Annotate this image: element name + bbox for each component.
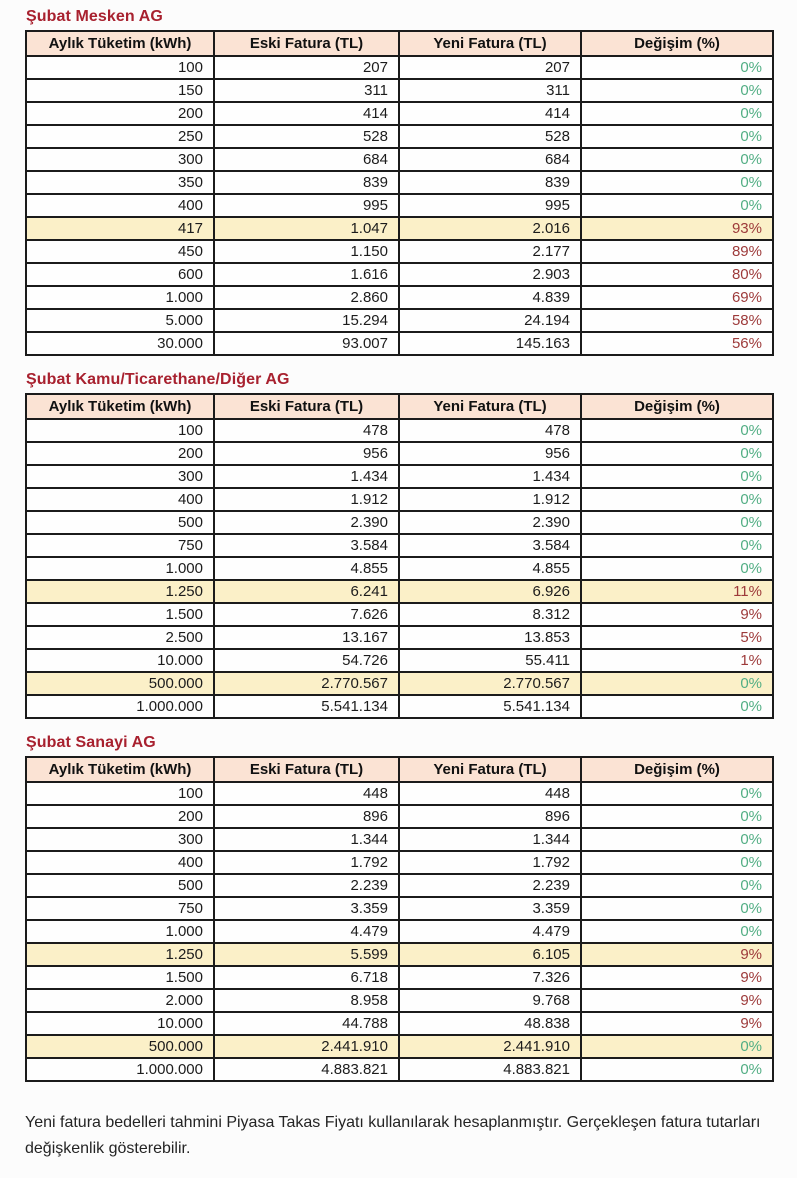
change-cell: 0% [581, 828, 773, 851]
new-bill-cell: 4.855 [399, 557, 581, 580]
change-cell: 0% [581, 488, 773, 511]
consumption-cell: 500 [26, 511, 214, 534]
table-row [26, 557, 773, 580]
consumption-cell: 400 [26, 194, 214, 217]
col-header-change: Değişim (%) [581, 757, 773, 782]
table-title-kamu-ticarethane-diger: Şubat Kamu/Ticarethane/Diğer AG [26, 371, 290, 388]
old-bill-cell: 54.726 [214, 649, 399, 672]
table-title-mesken: Şubat Mesken AG [26, 8, 163, 25]
consumption-cell: 500.000 [26, 672, 214, 695]
consumption-cell: 200 [26, 805, 214, 828]
consumption-cell: 300 [26, 148, 214, 171]
change-cell: 0% [581, 442, 773, 465]
header-row [26, 757, 773, 782]
consumption-cell: 400 [26, 488, 214, 511]
new-bill-cell: 478 [399, 419, 581, 442]
table-row [26, 672, 773, 695]
change-cell: 0% [581, 194, 773, 217]
old-bill-cell: 13.167 [214, 626, 399, 649]
change-cell: 9% [581, 989, 773, 1012]
old-bill-cell: 6.241 [214, 580, 399, 603]
new-bill-cell: 48.838 [399, 1012, 581, 1035]
change-cell: 93% [581, 217, 773, 240]
old-bill-cell: 684 [214, 148, 399, 171]
old-bill-cell: 2.770.567 [214, 672, 399, 695]
table-row [26, 897, 773, 920]
consumption-table-sanayi [25, 756, 774, 1082]
change-cell: 0% [581, 805, 773, 828]
new-bill-cell: 896 [399, 805, 581, 828]
change-cell: 0% [581, 419, 773, 442]
old-bill-cell: 4.855 [214, 557, 399, 580]
consumption-cell: 1.500 [26, 603, 214, 626]
consumption-cell: 10.000 [26, 1012, 214, 1035]
old-bill-cell: 478 [214, 419, 399, 442]
change-cell: 0% [581, 148, 773, 171]
table-row [26, 240, 773, 263]
change-cell: 0% [581, 511, 773, 534]
old-bill-cell: 448 [214, 782, 399, 805]
change-cell: 56% [581, 332, 773, 355]
old-bill-cell: 995 [214, 194, 399, 217]
new-bill-cell: 4.479 [399, 920, 581, 943]
new-bill-cell: 1.912 [399, 488, 581, 511]
col-header-consumption: Aylık Tüketim (kWh) [26, 757, 214, 782]
col-header-old-bill: Eski Fatura (TL) [214, 757, 399, 782]
change-cell: 0% [581, 557, 773, 580]
change-cell: 0% [581, 920, 773, 943]
change-cell: 80% [581, 263, 773, 286]
old-bill-cell: 15.294 [214, 309, 399, 332]
old-bill-cell: 4.479 [214, 920, 399, 943]
table-row [26, 263, 773, 286]
table-row [26, 1058, 773, 1081]
new-bill-cell: 1.434 [399, 465, 581, 488]
consumption-cell: 5.000 [26, 309, 214, 332]
old-bill-cell: 528 [214, 125, 399, 148]
consumption-cell: 1.000 [26, 920, 214, 943]
change-cell: 0% [581, 695, 773, 718]
consumption-cell: 350 [26, 171, 214, 194]
new-bill-cell: 3.584 [399, 534, 581, 557]
table-row [26, 966, 773, 989]
table-row [26, 1035, 773, 1058]
consumption-cell: 100 [26, 782, 214, 805]
change-cell: 9% [581, 603, 773, 626]
change-cell: 0% [581, 874, 773, 897]
consumption-cell: 10.000 [26, 649, 214, 672]
new-bill-cell: 4.883.821 [399, 1058, 581, 1081]
change-cell: 9% [581, 966, 773, 989]
change-cell: 0% [581, 897, 773, 920]
old-bill-cell: 2.390 [214, 511, 399, 534]
new-bill-cell: 528 [399, 125, 581, 148]
new-bill-cell: 839 [399, 171, 581, 194]
old-bill-cell: 1.616 [214, 263, 399, 286]
new-bill-cell: 2.239 [399, 874, 581, 897]
old-bill-cell: 1.792 [214, 851, 399, 874]
col-header-consumption: Aylık Tüketim (kWh) [26, 31, 214, 56]
consumption-cell: 2.500 [26, 626, 214, 649]
new-bill-cell: 414 [399, 102, 581, 125]
change-cell: 58% [581, 309, 773, 332]
col-header-change: Değişim (%) [581, 394, 773, 419]
table-row [26, 851, 773, 874]
new-bill-cell: 9.768 [399, 989, 581, 1012]
new-bill-cell: 207 [399, 56, 581, 79]
table-row [26, 194, 773, 217]
consumption-cell: 750 [26, 897, 214, 920]
new-bill-cell: 2.390 [399, 511, 581, 534]
new-bill-cell: 2.177 [399, 240, 581, 263]
old-bill-cell: 3.584 [214, 534, 399, 557]
consumption-cell: 1.000.000 [26, 1058, 214, 1081]
header-row [26, 31, 773, 56]
table-row [26, 626, 773, 649]
table-row [26, 465, 773, 488]
col-header-old-bill: Eski Fatura (TL) [214, 394, 399, 419]
change-cell: 0% [581, 79, 773, 102]
consumption-cell: 100 [26, 419, 214, 442]
new-bill-cell: 6.926 [399, 580, 581, 603]
table-row [26, 511, 773, 534]
table-row [26, 580, 773, 603]
consumption-cell: 417 [26, 217, 214, 240]
change-cell: 0% [581, 782, 773, 805]
table-row [26, 217, 773, 240]
consumption-cell: 30.000 [26, 332, 214, 355]
old-bill-cell: 8.958 [214, 989, 399, 1012]
consumption-cell: 1.000.000 [26, 695, 214, 718]
table-row [26, 828, 773, 851]
change-cell: 0% [581, 534, 773, 557]
consumption-cell: 150 [26, 79, 214, 102]
consumption-cell: 500 [26, 874, 214, 897]
new-bill-cell: 24.194 [399, 309, 581, 332]
old-bill-cell: 3.359 [214, 897, 399, 920]
table-row [26, 125, 773, 148]
table-section-mesken [25, 8, 772, 356]
change-cell: 0% [581, 851, 773, 874]
old-bill-cell: 956 [214, 442, 399, 465]
consumption-cell: 500.000 [26, 1035, 214, 1058]
table-row [26, 603, 773, 626]
old-bill-cell: 6.718 [214, 966, 399, 989]
consumption-cell: 1.000 [26, 557, 214, 580]
table-row [26, 102, 773, 125]
new-bill-cell: 311 [399, 79, 581, 102]
change-cell: 0% [581, 1058, 773, 1081]
table-section-kamu-ticarethane-diger [25, 371, 772, 719]
old-bill-cell: 5.599 [214, 943, 399, 966]
old-bill-cell: 207 [214, 56, 399, 79]
new-bill-cell: 2.016 [399, 217, 581, 240]
consumption-cell: 1.250 [26, 580, 214, 603]
table-row [26, 148, 773, 171]
old-bill-cell: 839 [214, 171, 399, 194]
old-bill-cell: 2.860 [214, 286, 399, 309]
old-bill-cell: 1.344 [214, 828, 399, 851]
new-bill-cell: 1.344 [399, 828, 581, 851]
change-cell: 0% [581, 125, 773, 148]
change-cell: 69% [581, 286, 773, 309]
old-bill-cell: 93.007 [214, 332, 399, 355]
consumption-cell: 300 [26, 465, 214, 488]
change-cell: 5% [581, 626, 773, 649]
change-cell: 1% [581, 649, 773, 672]
new-bill-cell: 4.839 [399, 286, 581, 309]
table-section-sanayi [25, 734, 772, 1082]
consumption-cell: 200 [26, 442, 214, 465]
table-row [26, 488, 773, 511]
new-bill-cell: 8.312 [399, 603, 581, 626]
table-row [26, 534, 773, 557]
table-row [26, 782, 773, 805]
new-bill-cell: 13.853 [399, 626, 581, 649]
consumption-cell: 250 [26, 125, 214, 148]
header-row [26, 394, 773, 419]
change-cell: 0% [581, 171, 773, 194]
new-bill-cell: 2.770.567 [399, 672, 581, 695]
change-cell: 89% [581, 240, 773, 263]
old-bill-cell: 4.883.821 [214, 1058, 399, 1081]
change-cell: 0% [581, 102, 773, 125]
consumption-cell: 2.000 [26, 989, 214, 1012]
consumption-table-mesken [25, 30, 774, 356]
table-row [26, 874, 773, 897]
old-bill-cell: 5.541.134 [214, 695, 399, 718]
table-row [26, 989, 773, 1012]
table-row [26, 649, 773, 672]
table-row [26, 805, 773, 828]
old-bill-cell: 1.912 [214, 488, 399, 511]
footer-note: Yeni fatura bedelleri tahmini Piyasa Takas Fiyatı kullanılarak hesaplanmıştır. Gerçekleşen fatura tutarları değişkenlik gösterebilir. [25, 1114, 761, 1157]
new-bill-cell: 145.163 [399, 332, 581, 355]
table-row [26, 1012, 773, 1035]
table-title-sanayi: Şubat Sanayi AG [26, 734, 156, 751]
old-bill-cell: 896 [214, 805, 399, 828]
consumption-cell: 400 [26, 851, 214, 874]
new-bill-cell: 448 [399, 782, 581, 805]
table-row [26, 171, 773, 194]
consumption-cell: 450 [26, 240, 214, 263]
new-bill-cell: 3.359 [399, 897, 581, 920]
new-bill-cell: 2.903 [399, 263, 581, 286]
change-cell: 0% [581, 56, 773, 79]
new-bill-cell: 5.541.134 [399, 695, 581, 718]
new-bill-cell: 1.792 [399, 851, 581, 874]
old-bill-cell: 7.626 [214, 603, 399, 626]
consumption-cell: 1.500 [26, 966, 214, 989]
consumption-cell: 200 [26, 102, 214, 125]
change-cell: 0% [581, 465, 773, 488]
table-row [26, 309, 773, 332]
table-row [26, 943, 773, 966]
new-bill-cell: 684 [399, 148, 581, 171]
col-header-new-bill: Yeni Fatura (TL) [399, 757, 581, 782]
change-cell: 9% [581, 1012, 773, 1035]
col-header-change: Değişim (%) [581, 31, 773, 56]
col-header-new-bill: Yeni Fatura (TL) [399, 31, 581, 56]
table-row [26, 920, 773, 943]
consumption-table-kamu-ticarethane-diger [25, 393, 774, 719]
old-bill-cell: 1.434 [214, 465, 399, 488]
new-bill-cell: 995 [399, 194, 581, 217]
new-bill-cell: 6.105 [399, 943, 581, 966]
table-row [26, 286, 773, 309]
consumption-cell: 1.000 [26, 286, 214, 309]
old-bill-cell: 1.150 [214, 240, 399, 263]
table-row [26, 56, 773, 79]
table-row [26, 419, 773, 442]
old-bill-cell: 2.441.910 [214, 1035, 399, 1058]
change-cell: 0% [581, 1035, 773, 1058]
consumption-cell: 750 [26, 534, 214, 557]
old-bill-cell: 2.239 [214, 874, 399, 897]
col-header-old-bill: Eski Fatura (TL) [214, 31, 399, 56]
consumption-cell: 300 [26, 828, 214, 851]
consumption-cell: 100 [26, 56, 214, 79]
table-row [26, 695, 773, 718]
old-bill-cell: 44.788 [214, 1012, 399, 1035]
new-bill-cell: 956 [399, 442, 581, 465]
table-row [26, 79, 773, 102]
col-header-new-bill: Yeni Fatura (TL) [399, 394, 581, 419]
table-row [26, 332, 773, 355]
consumption-cell: 600 [26, 263, 214, 286]
new-bill-cell: 55.411 [399, 649, 581, 672]
consumption-cell: 1.250 [26, 943, 214, 966]
table-row [26, 442, 773, 465]
change-cell: 0% [581, 672, 773, 695]
old-bill-cell: 1.047 [214, 217, 399, 240]
old-bill-cell: 414 [214, 102, 399, 125]
change-cell: 9% [581, 943, 773, 966]
new-bill-cell: 2.441.910 [399, 1035, 581, 1058]
col-header-consumption: Aylık Tüketim (kWh) [26, 394, 214, 419]
new-bill-cell: 7.326 [399, 966, 581, 989]
change-cell: 11% [581, 580, 773, 603]
old-bill-cell: 311 [214, 79, 399, 102]
